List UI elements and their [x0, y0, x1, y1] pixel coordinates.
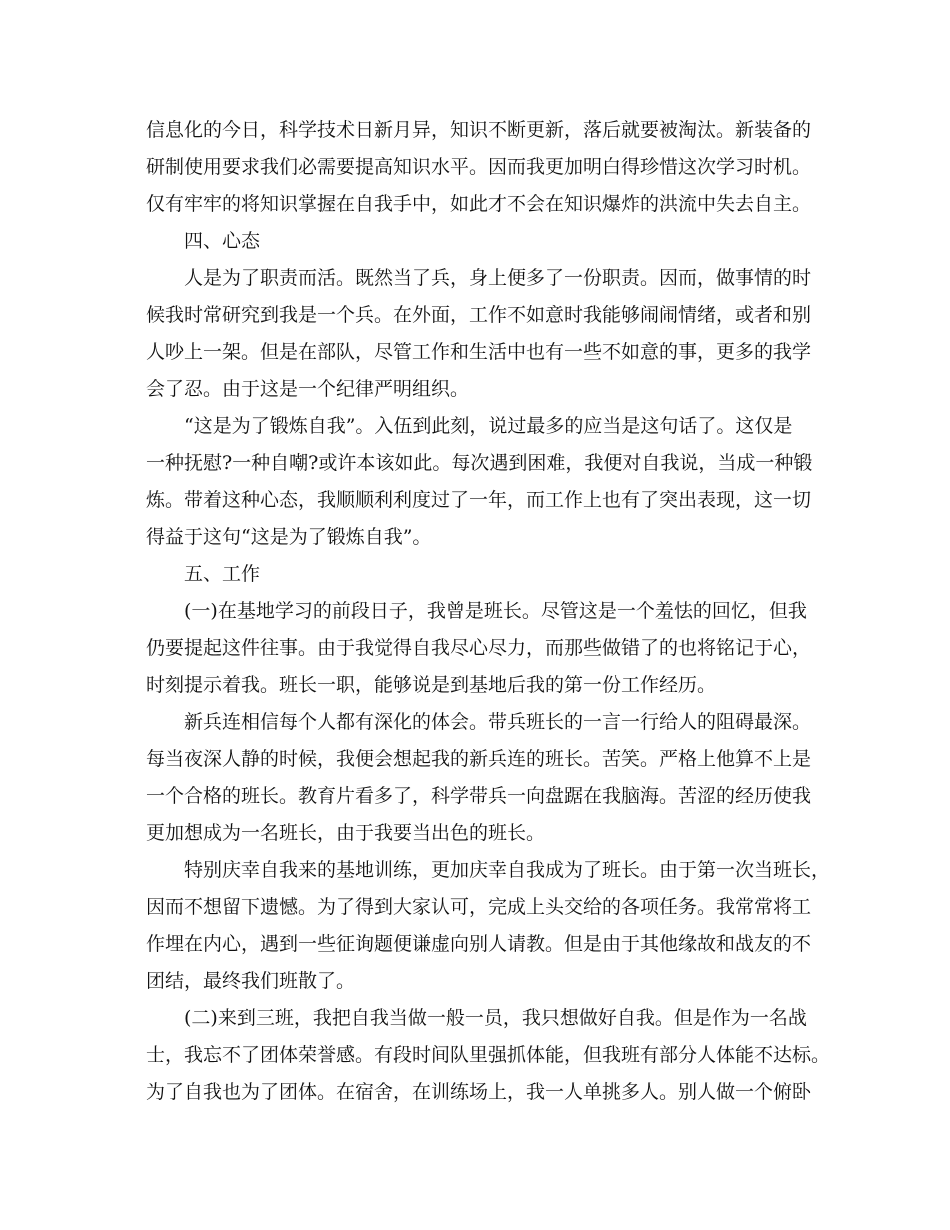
text-line: 人吵上一架。但是在部队，尽管工作和生活中也有一些不如意的事，更多的我学: [146, 341, 812, 363]
text-line: “这是为了锻炼自我”。入伍到此刻，说过最多的应当是这句话了。这仅是: [184, 415, 793, 437]
text-line: 每当夜深人静的时候，我便会想起我的新兵连的班长。苦笑。严格上他算不上是: [146, 748, 812, 770]
text-line: 更加想成为一名班长，由于我要当出色的班长。: [146, 822, 546, 844]
text-line: 得益于这句“这是为了锻炼自我”。: [146, 526, 432, 548]
text-line: 人是为了职责而活。既然当了兵，身上便多了一份职责。因而，做事情的时: [184, 267, 812, 289]
text-line: 候我时常研究到我是一个兵。在外面，工作不如意时我能够闹闹情绪，或者和别: [146, 304, 812, 326]
text-line: 仅有牢牢的将知识掌握在自我手中，如此才不会在知识爆炸的洪流中失去自主。: [146, 193, 812, 215]
document-body: [146, 112, 831, 1111]
text-line: 一个合格的班长。教育片看多了，科学带兵一向盘踞在我脑海。苦涩的经历使我: [146, 785, 812, 807]
text-line: 会了忍。由于这是一个纪律严明组织。: [146, 378, 470, 400]
text-line: 仍要提起这件往事。由于我觉得自我尽心尽力，而那些做错了的也将铭记于心，: [146, 637, 812, 659]
text-line: 信息化的今日，科学技术日新月异，知识不断更新，落后就要被淘汰。新装备的: [146, 119, 812, 141]
text-line: 新兵连相信每个人都有深化的体会。带兵班长的一言一行给人的阻碍最深。: [184, 711, 812, 733]
text-line: (一)在基地学习的前段日子，我曾是班长。尽管这是一个羞怯的回忆，但我: [184, 600, 807, 622]
text-line: 四、心态: [184, 230, 261, 252]
text-line: 五、工作: [184, 563, 261, 585]
text-line: 研制使用要求我们必需要提高知识水平。因而我更加明白得珍惜这次学习时机。: [146, 156, 812, 178]
text-line: 炼。带着这种心态，我顺顺利利度过了一年，而工作上也有了突出表现，这一切: [146, 489, 812, 511]
text-line: 特别庆幸自我来的基地训练，更加庆幸自我成为了班长。由于第一次当班长，: [184, 859, 831, 881]
text-line: 为了自我也为了团体。在宿舍，在训练场上，我一人单挑多人。别人做一个俯卧: [146, 1081, 812, 1103]
text-line: 一种抚慰?一种自嘲?或许本该如此。每次遇到困难，我便对自我说，当成一种锻: [146, 452, 813, 474]
text-line: 因而不想留下遗憾。为了得到大家认可，完成上头交给的各项任务。我常常将工: [146, 896, 812, 918]
text-line: 团结，最终我们班散了。: [146, 970, 356, 992]
text-line: 时刻提示着我。班长一职，能够说是到基地后我的第一份工作经历。: [146, 674, 717, 696]
text-line: 士，我忘不了团体荣誉感。有段时间队里强抓体能，但我班有部分人体能不达标。: [146, 1044, 831, 1066]
text-line: 作埋在内心，遇到一些征询题便谦虚向别人请教。但是由于其他缘故和战友的不: [146, 933, 812, 955]
text-line: (二)来到三班，我把自我当做一般一员，我只想做好自我。但是作为一名战: [184, 1007, 807, 1029]
